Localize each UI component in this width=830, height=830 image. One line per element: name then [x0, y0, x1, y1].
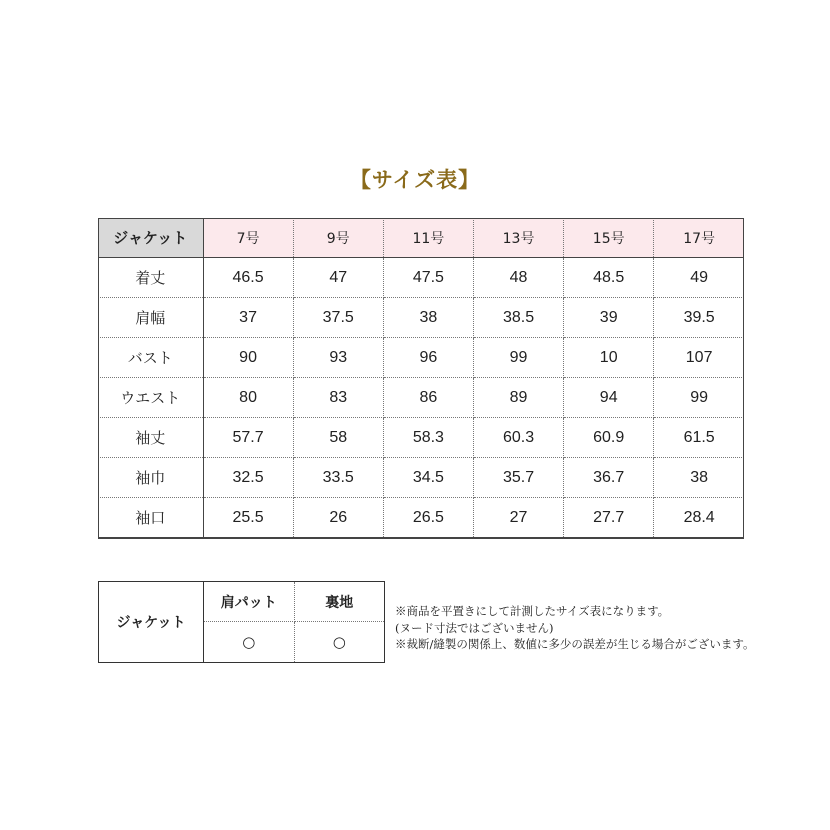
feature-header: 肩パット — [204, 582, 295, 622]
table-row — [98, 378, 744, 418]
notes — [395, 603, 754, 653]
table-cell: 58 — [293, 418, 383, 458]
table-cell: 37.5 — [293, 298, 383, 338]
size-header: 11号 — [383, 218, 473, 258]
table-cell: 107 — [654, 338, 744, 378]
table-cell: 26 — [293, 498, 383, 539]
table-cell: 99 — [654, 378, 744, 418]
table-cell: 27.7 — [564, 498, 654, 539]
row-label: 袖丈 — [98, 418, 203, 458]
row-label: 袖巾 — [98, 458, 203, 498]
table-cell: 28.4 — [654, 498, 744, 539]
table-cell: 57.7 — [203, 418, 293, 458]
table-cell: 33.5 — [293, 458, 383, 498]
table-row — [98, 498, 744, 539]
table-row — [98, 418, 744, 458]
table-cell: 32.5 — [203, 458, 293, 498]
table-cell: 38 — [654, 458, 744, 498]
row-label: 着丈 — [98, 258, 203, 298]
table-cell: 99 — [473, 338, 563, 378]
note-line: (ヌード寸法ではございません) — [395, 620, 554, 635]
note-line: ※商品を平置きにして計測したサイズ表になります。 — [395, 604, 670, 618]
table-cell: 25.5 — [203, 498, 293, 539]
row-label: 肩幅 — [98, 298, 203, 338]
table-cell: 39.5 — [654, 298, 744, 338]
size-header: 7号 — [203, 218, 293, 258]
table-row — [98, 338, 744, 378]
table-cell: 38.5 — [473, 298, 563, 338]
table-cell: 60.9 — [564, 418, 654, 458]
table-cell: 10 — [564, 338, 654, 378]
table-cell: 90 — [203, 338, 293, 378]
table-row — [98, 298, 744, 338]
feature-table-label: ジャケット — [99, 582, 204, 663]
note-line: ※裁断/縫製の関係上、数値に多少の誤差が生じる場合がございます。 — [395, 637, 755, 651]
page-title: 【サイズ表】 — [349, 168, 481, 192]
table-cell: 93 — [293, 338, 383, 378]
size-header: 9号 — [293, 218, 383, 258]
table-cell: 49 — [654, 258, 744, 298]
table-cell: 89 — [473, 378, 563, 418]
table-cell: 47 — [293, 258, 383, 298]
table-row — [99, 582, 385, 622]
size-header: 15号 — [564, 218, 654, 258]
table-cell: 27 — [473, 498, 563, 539]
size-header-row — [98, 218, 744, 258]
row-label: 袖口 — [98, 498, 203, 539]
feature-value: ○ — [204, 622, 295, 663]
table-cell: 34.5 — [383, 458, 473, 498]
row-label: ウエスト — [98, 378, 203, 418]
table-row — [98, 458, 744, 498]
table-cell: 61.5 — [654, 418, 744, 458]
table-cell: 46.5 — [203, 258, 293, 298]
feature-table — [98, 581, 385, 663]
table-cell: 83 — [293, 378, 383, 418]
table-cell: 48.5 — [564, 258, 654, 298]
table-cell: 39 — [564, 298, 654, 338]
size-header: 13号 — [473, 218, 563, 258]
table-cell: 36.7 — [564, 458, 654, 498]
feature-header: 裏地 — [294, 582, 385, 622]
table-cell: 58.3 — [383, 418, 473, 458]
table-row — [98, 258, 744, 298]
table-cell: 48 — [473, 258, 563, 298]
table-cell: 47.5 — [383, 258, 473, 298]
size-table — [98, 218, 744, 539]
table-cell: 80 — [203, 378, 293, 418]
table-cell: 96 — [383, 338, 473, 378]
table-cell: 38 — [383, 298, 473, 338]
feature-value: ○ — [332, 633, 346, 651]
table-cell: 26.5 — [383, 498, 473, 539]
table-cell: 35.7 — [473, 458, 563, 498]
size-header: 17号 — [654, 218, 744, 258]
size-table-corner-label: ジャケット — [98, 218, 203, 258]
table-cell: 37 — [203, 298, 293, 338]
table-cell: 94 — [564, 378, 654, 418]
row-label: バスト — [98, 338, 203, 378]
table-cell: 86 — [383, 378, 473, 418]
table-cell: 60.3 — [473, 418, 563, 458]
